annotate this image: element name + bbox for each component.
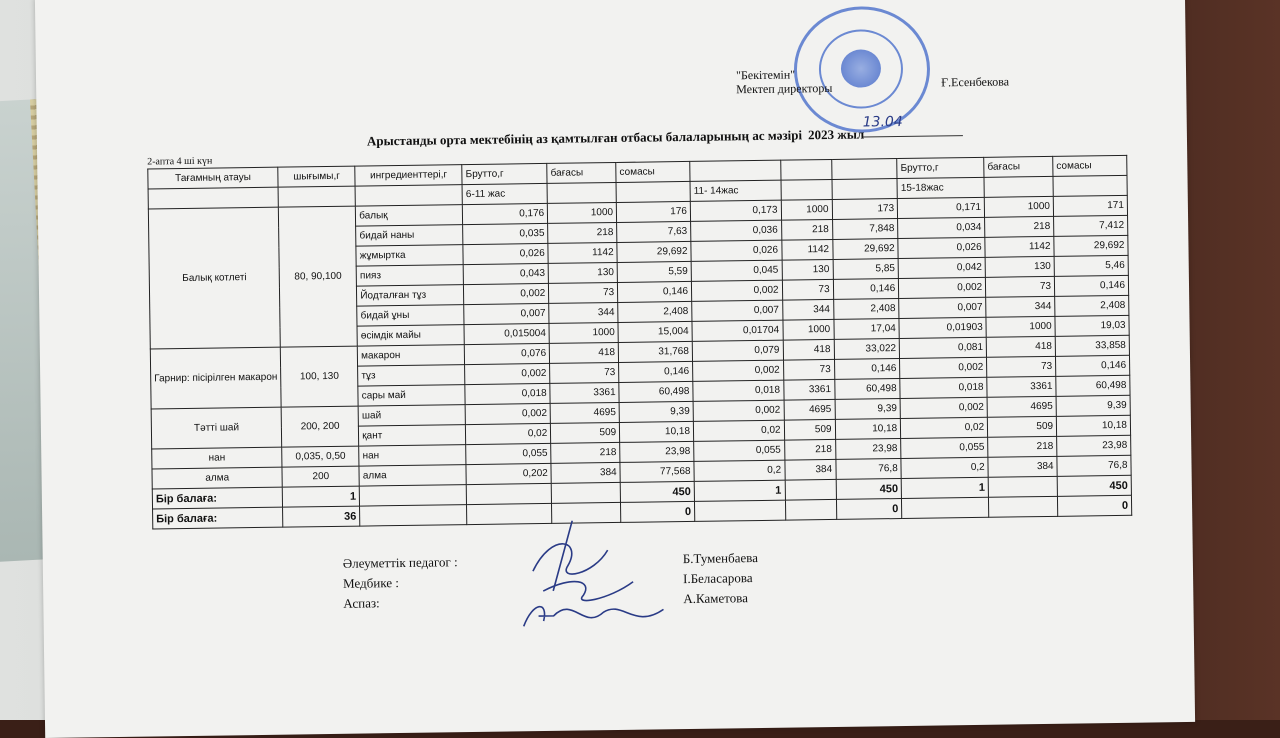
- total-s2: 0: [836, 499, 902, 520]
- value-cell: 29,692: [617, 241, 691, 262]
- value-cell: 418: [783, 339, 834, 360]
- ingredient-cell: өсімдік майы: [357, 325, 464, 346]
- age-group-3: 15-18жас: [897, 177, 984, 198]
- role-nurse: Медбике :: [342, 575, 399, 591]
- value-cell: 9,39: [835, 399, 901, 420]
- handwritten-signatures: [512, 519, 684, 641]
- value-cell: 0,002: [691, 280, 782, 301]
- value-cell: 2,408: [833, 299, 899, 320]
- value-cell: 130: [985, 256, 1054, 277]
- value-cell: 60,498: [834, 379, 900, 400]
- value-cell: 344: [549, 302, 618, 323]
- value-cell: 0,002: [464, 283, 549, 304]
- value-cell: 418: [550, 342, 619, 363]
- value-cell: 0,002: [693, 400, 784, 421]
- value-cell: 0,045: [691, 260, 782, 281]
- value-cell: 509: [784, 419, 835, 440]
- header-ingredient: ингредиенттері,г: [355, 165, 462, 186]
- ingredient-cell: нан: [359, 445, 466, 466]
- value-cell: 7,848: [832, 219, 898, 240]
- ingredient-cell: тұз: [358, 365, 465, 386]
- value-cell: 0,081: [899, 337, 986, 358]
- value-cell: 0,026: [898, 237, 985, 258]
- value-cell: 3361: [550, 382, 619, 403]
- value-cell: 1142: [781, 239, 832, 260]
- value-cell: 73: [550, 362, 619, 383]
- approval-block: [735, 67, 1010, 97]
- value-cell: 418: [986, 336, 1055, 357]
- empty-cell: [359, 485, 466, 506]
- value-cell: 73: [986, 276, 1055, 297]
- value-cell: 0,076: [464, 343, 549, 364]
- value-cell: 0,026: [691, 240, 782, 261]
- value-cell: 5,59: [617, 261, 691, 282]
- value-cell: 60,498: [1056, 375, 1130, 396]
- value-cell: 33,858: [1055, 335, 1129, 356]
- total-c3: [902, 497, 989, 518]
- value-cell: 218: [548, 222, 617, 243]
- yield-cell: 200: [282, 466, 359, 487]
- value-cell: 0,146: [1056, 355, 1130, 376]
- name-cook: А.Каметова: [683, 590, 749, 607]
- value-cell: 0,043: [463, 263, 548, 284]
- value-cell: 344: [782, 299, 833, 320]
- value-cell: 0,035: [463, 223, 548, 244]
- value-cell: 1000: [549, 322, 618, 343]
- value-cell: 0,018: [465, 383, 550, 404]
- week-day-label: 2-апта 4 ші күн: [147, 155, 213, 168]
- value-cell: 0,042: [898, 257, 985, 278]
- dish-name-cell: Балық котлеті: [148, 207, 280, 349]
- value-cell: 3361: [783, 379, 834, 400]
- value-cell: 384: [784, 459, 835, 480]
- value-cell: 4695: [987, 396, 1056, 417]
- total-s1: 0: [621, 501, 695, 522]
- ingredient-cell: алма: [359, 465, 466, 486]
- header-brutto-3: Брутто,г: [897, 157, 984, 178]
- value-cell: 29,692: [1054, 235, 1128, 256]
- value-cell: 218: [988, 436, 1057, 457]
- value-cell: 29,692: [832, 239, 898, 260]
- header-brutto: Брутто,г: [462, 163, 547, 184]
- value-cell: 0,146: [834, 359, 900, 380]
- dish-name-cell: нан: [152, 447, 282, 469]
- empty-cell: [988, 476, 1057, 497]
- value-cell: 0,146: [618, 281, 692, 302]
- value-cell: 176: [616, 201, 690, 222]
- empty-cell: [466, 483, 551, 504]
- total-c3: 1: [901, 477, 988, 498]
- value-cell: 218: [784, 439, 835, 460]
- value-cell: 2,408: [618, 301, 692, 322]
- ingredient-cell: жұмыртка: [356, 245, 463, 266]
- value-cell: 0,055: [694, 440, 785, 461]
- total-s1: 450: [620, 481, 694, 502]
- value-cell: 1142: [548, 242, 617, 263]
- value-cell: 173: [832, 199, 898, 220]
- value-cell: 73: [987, 356, 1056, 377]
- value-cell: 509: [988, 416, 1057, 437]
- ingredient-cell: пияз: [356, 265, 463, 286]
- name-social-pedagogue: Б.Туменбаева: [682, 550, 759, 567]
- value-cell: 73: [782, 279, 833, 300]
- value-cell: 7,63: [617, 221, 691, 242]
- value-cell: 0,173: [690, 200, 781, 221]
- value-cell: 23,98: [835, 439, 901, 460]
- value-cell: 0,002: [899, 277, 986, 298]
- header-price: бағасы: [547, 162, 616, 183]
- value-cell: 130: [548, 262, 617, 283]
- value-cell: 0,146: [619, 361, 693, 382]
- director-name: Ғ.Есенбекова: [941, 74, 1010, 90]
- empty-cell: [360, 505, 467, 526]
- value-cell: 0,002: [900, 357, 987, 378]
- value-cell: 0,015004: [464, 323, 549, 344]
- dish-name-cell: алма: [152, 467, 282, 489]
- value-cell: 10,18: [1056, 415, 1130, 436]
- dish-name-cell: Гарнир: пісірілген макарон: [150, 347, 281, 409]
- value-cell: 0,146: [833, 279, 899, 300]
- value-cell: 7,412: [1054, 215, 1128, 236]
- yield-cell: 200, 200: [281, 406, 359, 447]
- value-cell: 73: [783, 359, 834, 380]
- value-cell: 77,568: [620, 461, 694, 482]
- header-dish: Тағамның атауы: [148, 167, 278, 189]
- menu-table: [147, 155, 1132, 530]
- total-label: Бір балаға:: [152, 487, 282, 509]
- total-label: Бір балаға:: [153, 507, 283, 529]
- value-cell: 384: [551, 462, 620, 483]
- header-price-3: бағасы: [984, 156, 1053, 177]
- value-cell: 1142: [985, 236, 1054, 257]
- ingredient-cell: бидай ұны: [357, 305, 464, 326]
- value-cell: 76,8: [1057, 455, 1131, 476]
- value-cell: 76,8: [836, 459, 902, 480]
- total-s3: 0: [1058, 495, 1132, 516]
- value-cell: 17,04: [834, 319, 900, 340]
- value-cell: 1000: [984, 196, 1053, 217]
- value-cell: 23,98: [620, 441, 694, 462]
- value-cell: 130: [782, 259, 833, 280]
- value-cell: 218: [985, 216, 1054, 237]
- value-cell: 0,2: [901, 457, 988, 478]
- empty-cell: [551, 482, 620, 503]
- value-cell: 5,46: [1054, 255, 1128, 276]
- value-cell: 0,176: [463, 203, 548, 224]
- yield-cell: 0,035, 0,50: [282, 446, 359, 467]
- value-cell: 9,39: [1056, 395, 1130, 416]
- approval-role: Мектеп директоры: [736, 80, 833, 97]
- value-cell: 9,39: [619, 401, 693, 422]
- value-cell: 60,498: [619, 381, 693, 402]
- value-cell: 4695: [784, 399, 835, 420]
- value-cell: 0,036: [691, 220, 782, 241]
- role-social-pedagogue: Әлеуметтік педагог :: [342, 554, 458, 571]
- total-c2: 1: [694, 480, 785, 501]
- value-cell: 0,02: [693, 420, 784, 441]
- ingredient-cell: макарон: [357, 345, 464, 366]
- header-sum: сомасы: [616, 161, 690, 182]
- approval-label: "Бекітемін": [735, 67, 796, 83]
- ingredient-cell: қант: [359, 425, 466, 446]
- value-cell: 0,055: [466, 443, 551, 464]
- value-cell: 10,18: [620, 421, 694, 442]
- empty-cell: [785, 499, 836, 520]
- value-cell: 0,007: [899, 297, 986, 318]
- value-cell: 0,007: [464, 303, 549, 324]
- ingredient-cell: сары май: [358, 385, 465, 406]
- empty-cell: [785, 479, 836, 500]
- value-cell: 0,055: [901, 437, 988, 458]
- dish-name-cell: Тәтті шай: [151, 407, 282, 449]
- title-year: 2023 жыл: [807, 126, 865, 143]
- value-cell: 31,768: [618, 341, 692, 362]
- ingredient-cell: шай: [358, 405, 465, 426]
- value-cell: 1000: [783, 319, 834, 340]
- value-cell: 509: [551, 422, 620, 443]
- ingredient-cell: балық: [356, 205, 463, 226]
- value-cell: 0,146: [1054, 275, 1128, 296]
- value-cell: 3361: [987, 376, 1056, 397]
- yield-cell: 80, 90,100: [279, 206, 358, 347]
- empty-cell: [989, 496, 1058, 517]
- page-title: Арыстанды орта мектебінің аз қамтылған отбасы балаларының ас мәзірі 2023 жыл: [366, 126, 865, 149]
- value-cell: 0,018: [693, 380, 784, 401]
- header-yield: шығымы,г: [278, 166, 355, 187]
- value-cell: 33,022: [834, 339, 900, 360]
- header-sum-3: сомасы: [1053, 155, 1127, 176]
- value-cell: 0,002: [465, 363, 550, 384]
- value-cell: 15,004: [618, 321, 692, 342]
- handwritten-date: 13.04: [863, 113, 963, 137]
- value-cell: 0,171: [897, 197, 984, 218]
- value-cell: 10,18: [835, 419, 901, 440]
- role-cook: Аспаз:: [343, 595, 380, 611]
- total-s3: 450: [1057, 475, 1131, 496]
- name-nurse: І.Беласарова: [682, 570, 753, 587]
- value-cell: 0,002: [465, 403, 550, 424]
- value-cell: 0,02: [901, 417, 988, 438]
- yield-cell: 100, 130: [281, 346, 359, 407]
- value-cell: 1000: [986, 316, 1055, 337]
- value-cell: 0,202: [466, 463, 551, 484]
- total-count: 1: [282, 486, 359, 507]
- ingredient-cell: Йодталған тұз: [357, 285, 464, 306]
- value-cell: 0,002: [900, 397, 987, 418]
- value-cell: 0,018: [900, 377, 987, 398]
- value-cell: 2,408: [1055, 295, 1129, 316]
- value-cell: 384: [988, 456, 1057, 477]
- value-cell: 0,01704: [692, 320, 783, 341]
- value-cell: 171: [1053, 195, 1127, 216]
- value-cell: 0,2: [694, 460, 785, 481]
- value-cell: 0,007: [692, 300, 783, 321]
- value-cell: 0,034: [898, 217, 985, 238]
- menu-document: [35, 0, 1195, 738]
- value-cell: 5,85: [833, 259, 899, 280]
- value-cell: 23,98: [1057, 435, 1131, 456]
- value-cell: 218: [781, 219, 832, 240]
- value-cell: 1000: [548, 202, 617, 223]
- total-s2: 450: [836, 479, 902, 500]
- value-cell: 0,079: [692, 340, 783, 361]
- value-cell: 1000: [781, 199, 832, 220]
- value-cell: 73: [549, 282, 618, 303]
- ingredient-cell: бидай наны: [356, 225, 463, 246]
- value-cell: 218: [551, 442, 620, 463]
- value-cell: 0,026: [463, 243, 548, 264]
- value-cell: 19,03: [1055, 315, 1129, 336]
- value-cell: 4695: [550, 402, 619, 423]
- value-cell: 0,02: [466, 423, 551, 444]
- total-count: 36: [283, 506, 360, 527]
- value-cell: 0,01903: [899, 317, 986, 338]
- value-cell: 0,002: [693, 360, 784, 381]
- age-group-1: 6-11 жас: [462, 183, 547, 204]
- value-cell: 344: [986, 296, 1055, 317]
- total-c2: [694, 500, 785, 521]
- age-group-2: 11- 14жас: [690, 180, 781, 201]
